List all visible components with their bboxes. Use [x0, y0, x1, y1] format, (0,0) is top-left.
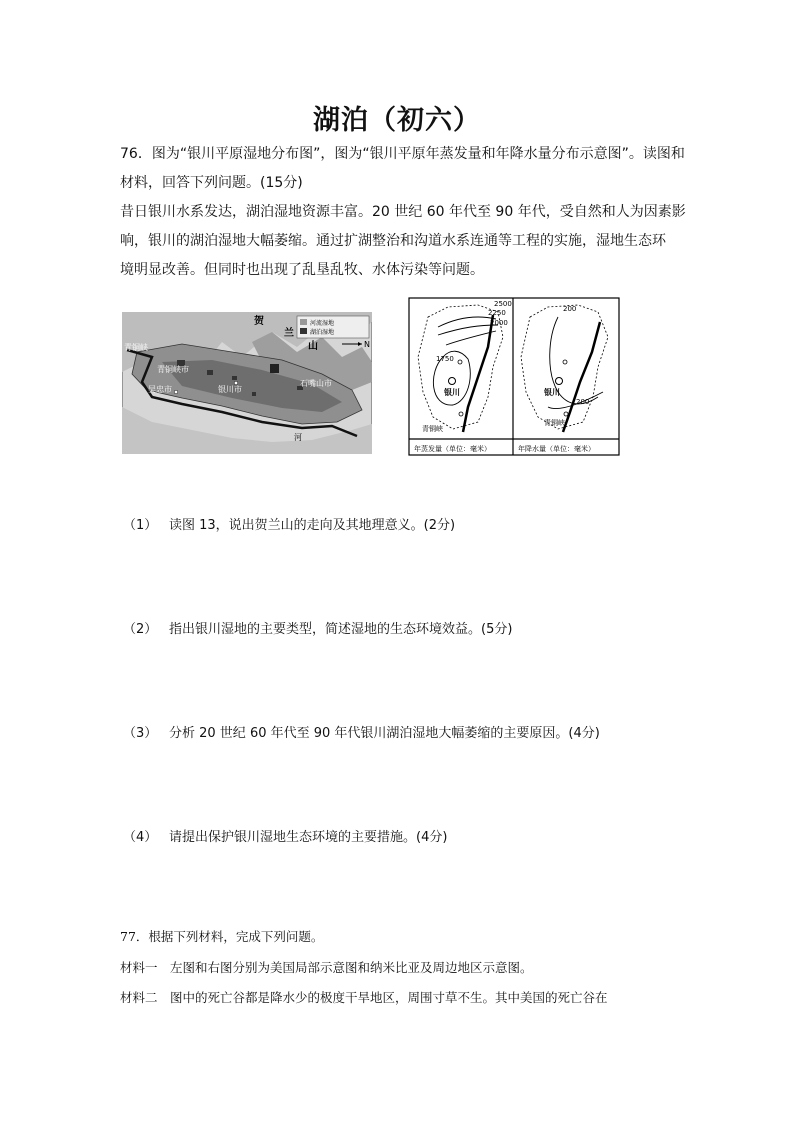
iso-2500: 2500 [494, 300, 512, 308]
label-he-river: 河 [294, 433, 302, 442]
sub-question-4 [123, 826, 447, 845]
sub-question-2-number: （2） [123, 622, 158, 637]
iso-2250: 2250 [488, 309, 506, 317]
precipitation-caption: 年降水量（单位：毫米） [518, 445, 595, 453]
q77-material-1: 材料一 左图和右图分别为美国局部示意图和纳米比亚及周边地区示意图。 [120, 960, 533, 975]
sub-question-2 [123, 618, 512, 637]
sub-question-4-number: （4） [123, 830, 158, 845]
q77-material-2: 材料二 图中的死亡谷都是降水少的极度干旱地区，周围寸草不生。其中美国的死亡谷在 [120, 990, 608, 1005]
legend-river-wetland: 河流湿地 [310, 320, 335, 327]
wetland-distribution-map [122, 312, 372, 454]
q77-prompt: 77．根据下列材料，完成下列问题。 [120, 929, 324, 944]
label-lan: 兰 [284, 328, 294, 339]
label-qingtongxia: 青铜峡 [124, 343, 148, 352]
north-label: N [364, 340, 370, 349]
sub-question-3 [123, 722, 600, 741]
q76-line2: 材料，回答下列问题。(15分) [120, 175, 303, 191]
sub-question-1 [123, 514, 455, 533]
iso-1750: 1750 [436, 355, 454, 363]
sub-question-3-number: （3） [123, 726, 158, 741]
sub-question-1-number: （1） [123, 518, 158, 533]
evaporation-precipitation-map [408, 297, 620, 457]
question-76-prompt [120, 140, 690, 285]
evaporation-caption: 年蒸发量（单位：毫米） [414, 445, 491, 453]
iso-200-top: 200 [563, 305, 577, 313]
legend-lake-wetland: 湖泊湿地 [310, 329, 335, 336]
sub-question-1-text: 读图 13，说出贺兰山的走向及其地理意义。(2分) [169, 518, 456, 533]
label-shizuishan-city: 石嘴山市 [300, 379, 332, 388]
q76-material-line1: 昔日银川水系发达，湖泊湿地资源丰富。20 世纪 60 年代至 90 年代，受自然和人为因素影 [120, 204, 686, 220]
q76-material-line3: 境明显改善。但同时也出现了乱垦乱牧、水体污染等问题。 [120, 262, 484, 278]
label-qingtongxia-left: 青铜峡 [422, 425, 443, 433]
sub-question-2-text: 指出银川湿地的主要类型，简述湿地的生态环境效益。(5分) [169, 622, 513, 637]
label-wuzhong-city: 吴忠市 [148, 385, 172, 394]
q76-material-line2: 响，银川的湖泊湿地大幅萎缩。通过扩湖整治和沟道水系连通等工程的实施，湿地生态环 [120, 233, 666, 249]
label-qingtongxia-city: 青铜峡市 [157, 365, 189, 374]
label-yinchuan-left: 银川 [444, 388, 460, 397]
iso-200-bottom: 200 [576, 398, 590, 406]
label-yinchuan-city: 银川市 [218, 385, 242, 394]
page-title: 湖泊（初六） [313, 105, 481, 136]
sub-question-4-text: 请提出保护银川湿地生态环境的主要措施。(4分) [169, 830, 448, 845]
label-he: 贺 [254, 316, 264, 327]
sub-question-3-text: 分析 20 世纪 60 年代至 90 年代银川湖泊湿地大幅萎缩的主要原因。(4分) [169, 726, 600, 741]
label-yinchuan-right: 银川 [544, 388, 560, 397]
label-qingtongxia-right: 青铜峡 [544, 419, 565, 427]
iso-2000: 2000 [490, 319, 508, 327]
q76-line1: 76．图为“银川平原湿地分布图”，图为“银川平原年蒸发量和年降水量分布示意图”。读图和 [120, 146, 685, 162]
label-shan: 山 [308, 341, 318, 352]
